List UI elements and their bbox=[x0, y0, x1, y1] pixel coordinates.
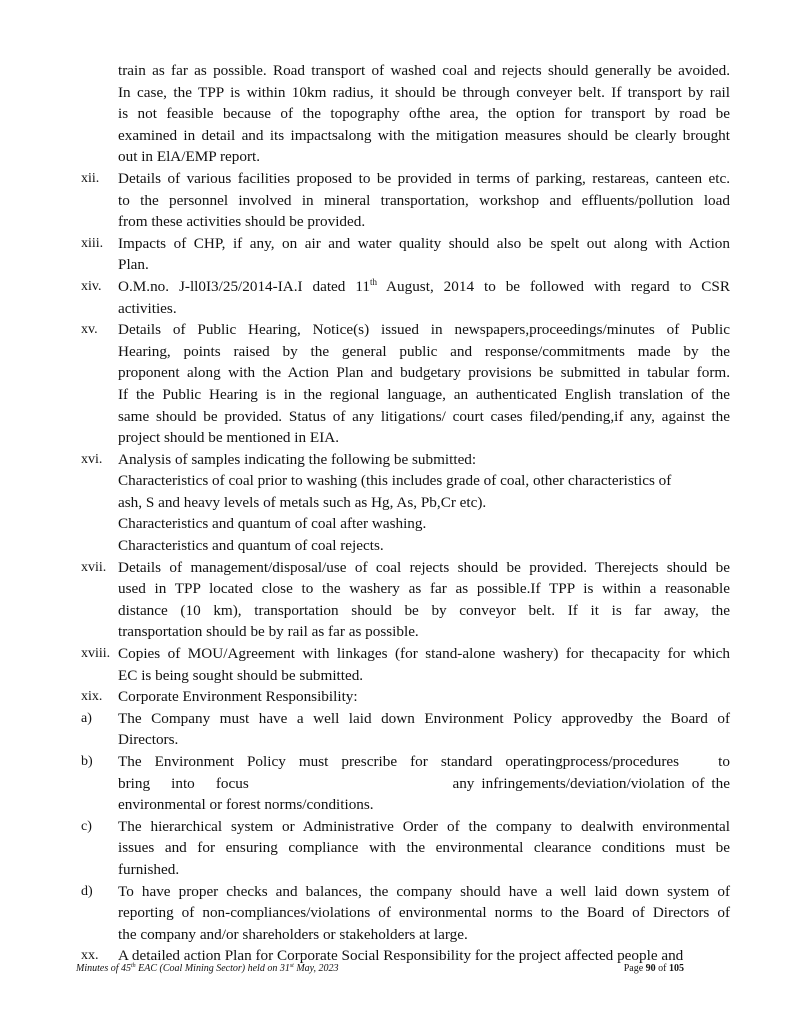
list-item-label: xii. bbox=[81, 170, 100, 186]
text-line: The Company must have a well laid down Environment Policy approvedby the Board of bbox=[118, 709, 730, 727]
superscript: th bbox=[369, 276, 377, 287]
text-line: used in TPP located close to the washery as far as possible.If TPP is within a reasonable bbox=[118, 580, 730, 598]
text-line: Copies of MOU/Agreement with linkages (for stand-alone washery) for thecapacity for which bbox=[118, 645, 730, 663]
list-item-label: b) bbox=[81, 754, 93, 769]
text-line: activities. bbox=[118, 299, 177, 317]
text-line: EC is being sought should be submitted. bbox=[118, 666, 364, 684]
text-line: bring into focus any infringements/deviation/violation of the bbox=[118, 774, 730, 792]
text-line: Hearing, points raised by the general public and response/commitments made by the bbox=[118, 342, 730, 360]
text-line: Characteristics and quantum of coal after washing. bbox=[118, 515, 427, 533]
list-item bbox=[0, 816, 800, 881]
text-line: A detailed action Plan for Corporate Social Responsibility for the project affected people and bbox=[118, 947, 684, 965]
text-line: In case, the TPP is within 10km radius, it should be through conveyer belt. If transport by rail bbox=[118, 83, 730, 101]
superscript: st bbox=[289, 963, 294, 969]
page-total: 105 bbox=[669, 963, 684, 974]
text-line: environmental or forest norms/conditions. bbox=[118, 796, 374, 814]
text-line: project should be mentioned in EIA. bbox=[118, 429, 340, 447]
text-line: Details of Public Hearing, Notice(s) issued in newspapers,proceedings/minutes of Public bbox=[118, 321, 730, 339]
list-item-label: xv. bbox=[81, 322, 98, 338]
list-item-label: xvi. bbox=[81, 451, 103, 467]
text-line: Details of various facilities proposed to be provided in terms of parking, restareas, canteen etc. bbox=[118, 169, 730, 187]
text-line: ash, S and heavy levels of metals such as Hg, As, Pb,Cr etc). bbox=[118, 493, 487, 511]
text-line: the company and/or shareholders or stakeholders at large. bbox=[118, 925, 468, 943]
text-line: Directors. bbox=[118, 731, 179, 749]
text-line: To have proper checks and balances, the company should have a well laid down system of bbox=[118, 882, 730, 900]
text-line: examined in detail and its impactsalong with the mitigation measures should be clearly brought bbox=[118, 126, 730, 144]
text-line: Characteristics of coal prior to washing (this includes grade of coal, other characteristics of bbox=[118, 472, 672, 490]
text-line: out in ElA/EMP report. bbox=[118, 148, 261, 166]
list-item-label: xx. bbox=[81, 948, 99, 964]
list-item bbox=[0, 686, 800, 708]
text-line: same should be provided. Status of any litigations/ court cases filed/pending,if any, against the bbox=[118, 407, 730, 425]
text-line: The hierarchical system or Administrative Order of the company to dealwith environmental bbox=[118, 817, 730, 835]
list-item-label: d) bbox=[81, 883, 93, 899]
text-line: Plan. bbox=[118, 256, 149, 274]
list-item bbox=[0, 643, 800, 686]
text-line: is not feasible because of the topography ofthe area, the option for transport by road be bbox=[118, 105, 730, 123]
text-line: issues and for ensuring compliance with the environmental clearance conditions must be bbox=[118, 839, 730, 857]
text-line: furnished. bbox=[118, 860, 180, 878]
text-line: transportation should be by rail as far as possible. bbox=[118, 623, 419, 641]
text-line: to the personnel involved in mineral transportation, workshop and effluents/pollution load bbox=[118, 191, 730, 209]
list-item bbox=[0, 708, 800, 751]
text-line: Characteristics and quantum of coal rejects. bbox=[118, 537, 384, 555]
superscript: th bbox=[131, 963, 136, 969]
footer-title: Minutes of 45th EAC (Coal Mining Sector) held on 31st May, 2023 bbox=[76, 963, 339, 974]
list-item bbox=[0, 557, 800, 643]
document-body bbox=[0, 60, 800, 967]
text-line: Corporate Environment Responsibility: bbox=[118, 688, 358, 706]
list-item bbox=[0, 60, 800, 168]
text-line: Impacts of CHP, if any, on air and water quality should also be spelt out along with Action bbox=[118, 234, 730, 252]
list-item bbox=[0, 168, 800, 233]
list-item bbox=[0, 319, 800, 449]
page-number: 90 bbox=[645, 963, 656, 974]
list-item-label: xiv. bbox=[81, 278, 102, 294]
page-prefix: Page bbox=[623, 963, 646, 974]
list-item bbox=[0, 751, 800, 816]
list-item-label: xviii. bbox=[81, 646, 111, 662]
text-line: Details of management/disposal/use of coal rejects should be provided. Therejects should be bbox=[118, 558, 730, 576]
list-item-label: xiii. bbox=[81, 235, 104, 251]
list-item-label: a) bbox=[81, 710, 92, 726]
text-line: O.M.no. J-ll0I3/25/2014-IA.I dated 11th August, 2014 to be followed with regard to CSR bbox=[118, 276, 730, 295]
text-line: distance (10 km), transportation should be by conveyor belt. If it is far away, the bbox=[118, 601, 730, 619]
text-line: The Environment Policy must prescribe for standard operatingprocess/procedures to bbox=[118, 753, 730, 770]
list-item bbox=[0, 881, 800, 946]
text-line: train as far as possible. Road transport of washed coal and rejects should generally be avoided. bbox=[118, 62, 730, 79]
list-item-label: xix. bbox=[81, 689, 103, 705]
list-item-label: c) bbox=[81, 818, 92, 834]
list-item bbox=[0, 233, 800, 276]
text-line: Analysis of samples indicating the following be submitted: bbox=[118, 450, 477, 468]
list-item-label: xvii. bbox=[81, 559, 107, 575]
page-of: of bbox=[655, 963, 669, 974]
text-line: reporting of non-compliances/violations of environmental norms to the Board of Directors of bbox=[118, 904, 730, 922]
text-line: If the Public Hearing is in the regional language, an authenticated English translation of the bbox=[118, 385, 730, 403]
text-line: proponent along with the Action Plan and budgetary provisions be submitted in tabular form. bbox=[118, 364, 730, 382]
text-line: from these activities should be provided. bbox=[118, 213, 366, 231]
page-indicator bbox=[624, 963, 684, 974]
list-item bbox=[0, 276, 800, 319]
list-item bbox=[0, 449, 800, 557]
